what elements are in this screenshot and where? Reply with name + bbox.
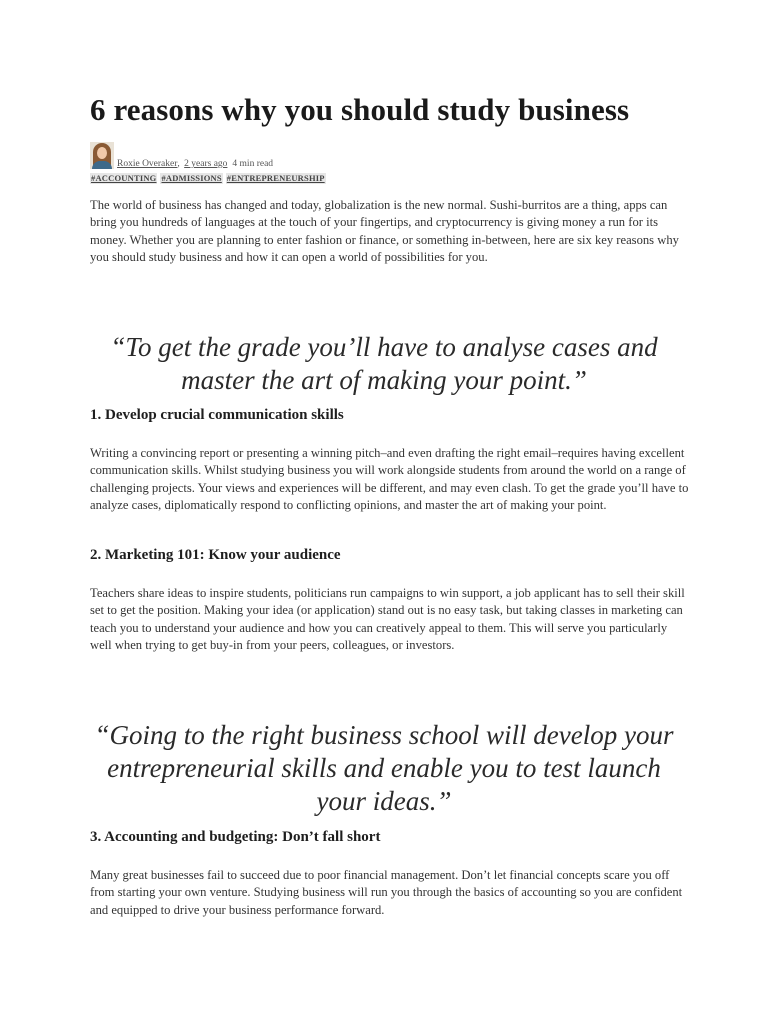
author-link[interactable]: Roxie Overaker [117,159,178,169]
section-body-3: Many great businesses fail to succeed due to poor financial management. Don’t let financial concepts scare you off from starting your own venture. Studying business will run you through the basics of accounting so you are confident and equipped to drive your business performance forward. [90,868,683,917]
tag-list [90,173,326,184]
section-heading-1: 1. Develop crucial communication skills [90,407,344,423]
date-link[interactable]: 2 years ago [184,159,228,169]
tag-accounting[interactable]: #ACCOUNTING [91,173,157,183]
section-body-1: Writing a convincing report or presenting a winning pitch–and even drafting the right email–requires having excellent communication skills. Whilst studying business you will work alongside students from around the world on a range of challenging projects. Your views and experiences will be different, and may even clash. To get the grade you’ll have to analyze cases, diplomatically respond to conflicting opinions, and master the art of making your point. [90,446,689,512]
read-time: 4 min read [232,159,274,169]
intro-paragraph: The world of business has changed and today, globalization is the new normal. Sushi-burritos are a thing, apps can bring you hundreds of languages at the touch of your fingertips, and cryptocurrency is giving money a run for its money. Whether you are planning to enter fashion or finance, or something in-between, here are six key reasons why you should study business and how it can open a world of possibilities for you. [90,198,679,264]
tag-admissions[interactable]: #ADMISSIONS [161,173,222,183]
section-body-2: Teachers share ideas to inspire students, politicians run campaigns to win support, a job applicant has to sell their skill set to get the position. Making your idea (or application) stand out is no easy task, but taking classes in marketing can teach you to understand your audience and how you can creatively appeal to them. This will serve you particularly well when trying to get buy-in from your peers, colleagues, or investors. [90,586,685,652]
byline: Roxie Overaker , 2 years ago 4 min read [90,141,273,169]
section-heading-3: 3. Accounting and budgeting: Don’t fall short [90,829,381,845]
pull-quote-2: “Going to the right business school will develop your entrepreneurial skills and enable you to test launch your ideas.” [94,720,674,816]
section-heading-2: 2. Marketing 101: Know your audience [90,547,341,563]
pull-quote-1: “To get the grade you’ll have to analyse cases and master the art of making your point.” [110,332,658,395]
author-avatar[interactable] [90,142,114,169]
tag-entrepreneurship[interactable]: #ENTREPRENEURSHIP [226,173,325,183]
article-title: 6 reasons why you should study business [90,92,630,127]
